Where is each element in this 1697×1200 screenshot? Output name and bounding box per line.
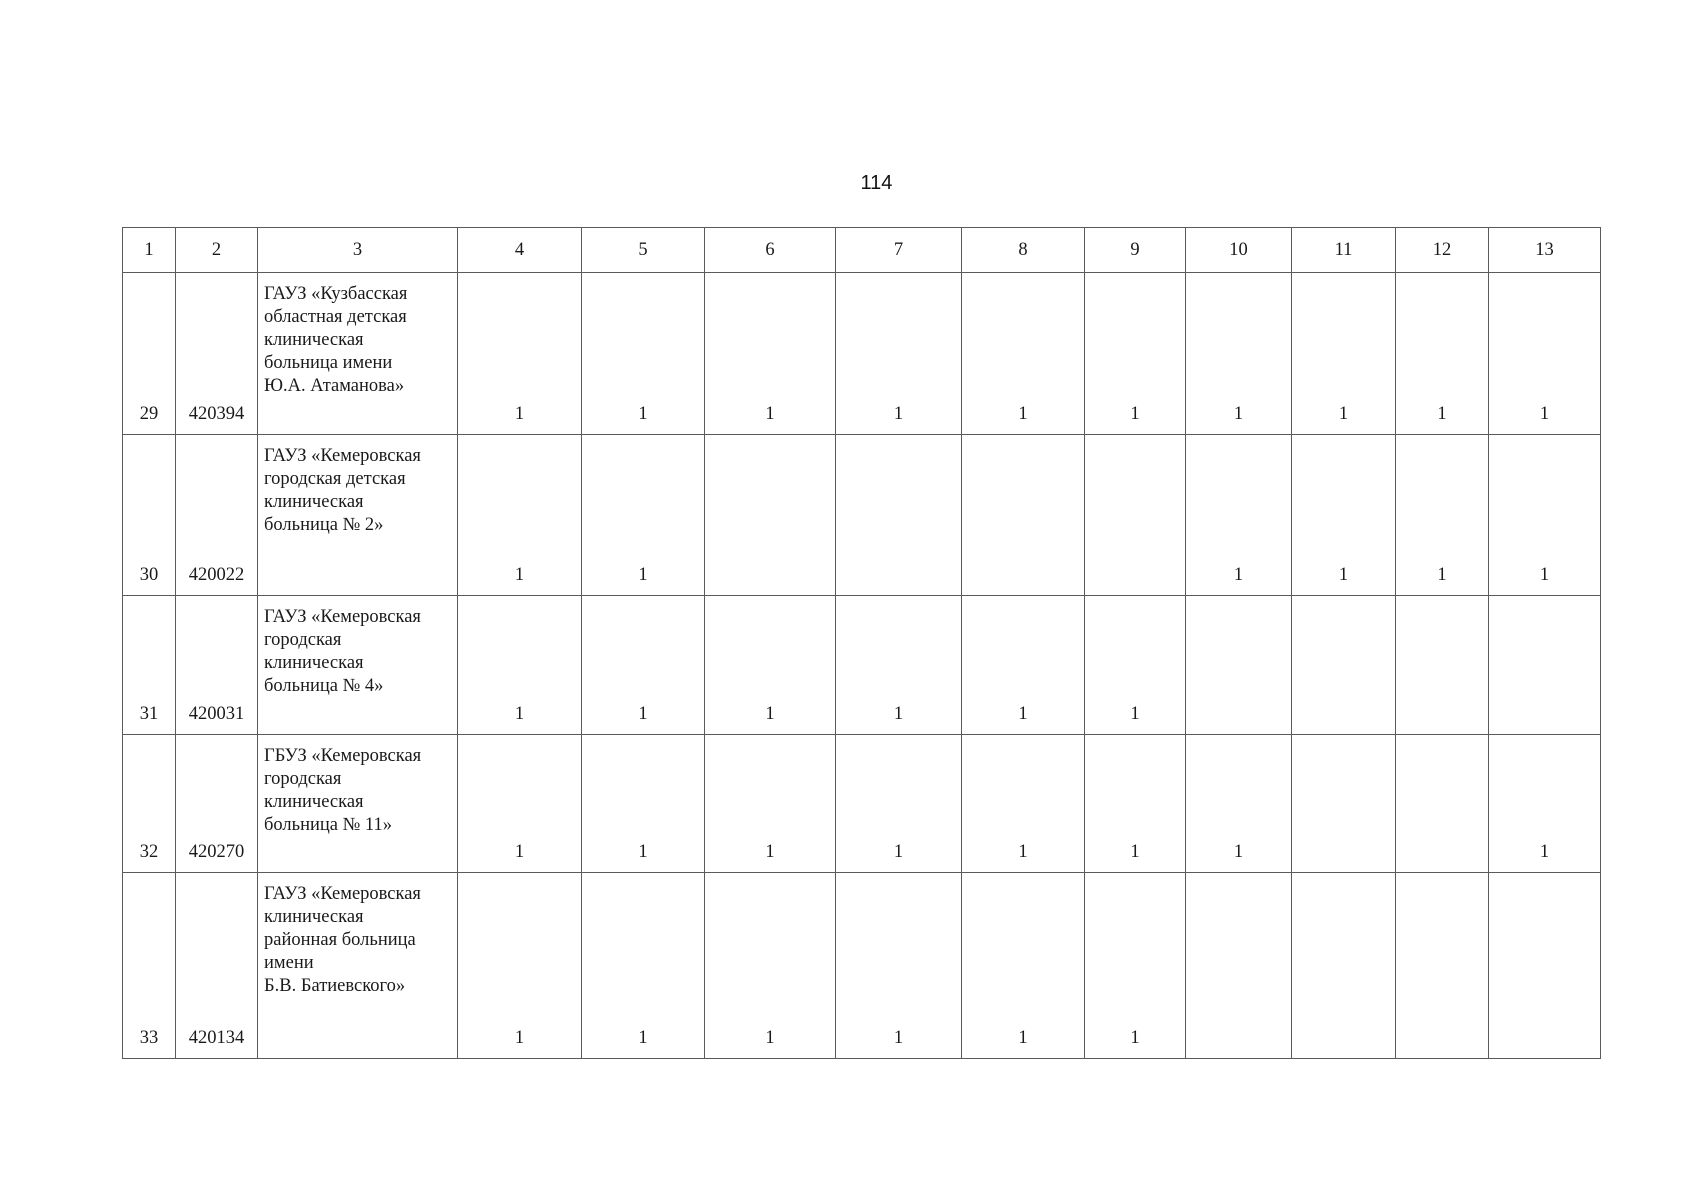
table-row: [123, 435, 1601, 596]
name-line: Ю.А. Атаманова»: [264, 376, 405, 396]
value-cell: 1: [1396, 435, 1489, 596]
value-cell: 1: [1489, 435, 1601, 596]
value-cell: 1: [582, 435, 705, 596]
value-cell: 1: [1085, 273, 1186, 435]
value-cell: 1: [1186, 735, 1292, 873]
name-line: Б.В. Батиевского»: [264, 976, 406, 996]
header-cell: 11: [1292, 228, 1396, 273]
row-number-cell: 33: [123, 873, 176, 1059]
name-line: имени: [264, 953, 314, 973]
value-cell: 1: [1085, 596, 1186, 735]
value-cell: [1489, 873, 1601, 1059]
value-cell: 1: [962, 273, 1085, 435]
header-cell: 12: [1396, 228, 1489, 273]
value-cell: [1396, 596, 1489, 735]
name-line: городская детская: [264, 469, 406, 489]
value-cell: 1: [1186, 273, 1292, 435]
value-cell: 1: [705, 873, 836, 1059]
value-cell: 1: [836, 735, 962, 873]
header-cell: 8: [962, 228, 1085, 273]
value-cell: 1: [705, 596, 836, 735]
value-cell: 1: [1085, 735, 1186, 873]
name-line: больница имени: [264, 353, 393, 373]
row-number-cell: 29: [123, 273, 176, 435]
name-line: ГАУЗ «Кемеровская: [264, 446, 421, 466]
header-cell: 3: [258, 228, 458, 273]
value-cell: [962, 435, 1085, 596]
name-line: больница № 4»: [264, 676, 384, 696]
name-line: клиническая: [264, 653, 364, 673]
value-cell: [705, 435, 836, 596]
name-line: клиническая: [264, 792, 364, 812]
value-cell: 1: [836, 273, 962, 435]
table-row: [123, 273, 1601, 435]
header-cell: 1: [123, 228, 176, 273]
organization-name-cell: [258, 273, 458, 435]
name-line: больница № 2»: [264, 515, 384, 535]
value-cell: 1: [458, 735, 582, 873]
table-row: [123, 596, 1601, 735]
value-cell: 1: [582, 273, 705, 435]
value-cell: 1: [836, 596, 962, 735]
name-line: ГАУЗ «Кемеровская: [264, 884, 421, 904]
table-row: [123, 735, 1601, 873]
value-cell: 1: [836, 873, 962, 1059]
value-cell: 1: [458, 873, 582, 1059]
value-cell: 1: [962, 596, 1085, 735]
value-cell: 1: [458, 273, 582, 435]
value-cell: 1: [458, 435, 582, 596]
value-cell: 1: [582, 596, 705, 735]
header-cell: 2: [176, 228, 258, 273]
row-number-cell: 32: [123, 735, 176, 873]
code-cell: 420270: [176, 735, 258, 873]
value-cell: [1292, 735, 1396, 873]
header-cell: 4: [458, 228, 582, 273]
value-cell: 1: [582, 873, 705, 1059]
table-header-row: [123, 228, 1601, 273]
value-cell: [1186, 873, 1292, 1059]
name-line: городская: [264, 630, 342, 650]
value-cell: 1: [1085, 873, 1186, 1059]
value-cell: [1396, 873, 1489, 1059]
value-cell: 1: [1489, 273, 1601, 435]
name-line: ГАУЗ «Кемеровская: [264, 607, 421, 627]
row-number-cell: 30: [123, 435, 176, 596]
value-cell: 1: [962, 735, 1085, 873]
value-cell: [1085, 435, 1186, 596]
value-cell: 1: [962, 873, 1085, 1059]
page-number: 114: [860, 172, 893, 194]
name-line: ГБУЗ «Кемеровская: [264, 746, 422, 766]
name-line: районная больница: [264, 930, 416, 950]
name-line: ГАУЗ «Кузбасская: [264, 284, 408, 304]
organization-name-cell: [258, 435, 458, 596]
value-cell: [1489, 596, 1601, 735]
value-cell: 1: [458, 596, 582, 735]
header-cell: 7: [836, 228, 962, 273]
header-cell: 13: [1489, 228, 1601, 273]
name-line: клиническая: [264, 492, 364, 512]
value-cell: [836, 435, 962, 596]
value-cell: [1186, 596, 1292, 735]
data-table: [122, 227, 1601, 1059]
value-cell: 1: [1186, 435, 1292, 596]
organization-name-cell: [258, 596, 458, 735]
table-row: [123, 873, 1601, 1059]
name-line: областная детская: [264, 307, 407, 327]
code-cell: 420134: [176, 873, 258, 1059]
value-cell: 1: [705, 735, 836, 873]
value-cell: 1: [1292, 273, 1396, 435]
organization-name-cell: [258, 873, 458, 1059]
row-number-cell: 31: [123, 596, 176, 735]
value-cell: 1: [1489, 735, 1601, 873]
header-cell: 9: [1085, 228, 1186, 273]
value-cell: 1: [1396, 273, 1489, 435]
code-cell: 420031: [176, 596, 258, 735]
name-line: городская: [264, 769, 342, 789]
code-cell: 420394: [176, 273, 258, 435]
code-cell: 420022: [176, 435, 258, 596]
value-cell: 1: [582, 735, 705, 873]
value-cell: [1292, 873, 1396, 1059]
value-cell: [1396, 735, 1489, 873]
name-line: клиническая: [264, 907, 364, 927]
value-cell: 1: [1292, 435, 1396, 596]
header-cell: 10: [1186, 228, 1292, 273]
header-cell: 6: [705, 228, 836, 273]
header-cell: 5: [582, 228, 705, 273]
name-line: больница № 11»: [264, 815, 392, 835]
organization-name-cell: [258, 735, 458, 873]
value-cell: [1292, 596, 1396, 735]
name-line: клиническая: [264, 330, 364, 350]
value-cell: 1: [705, 273, 836, 435]
